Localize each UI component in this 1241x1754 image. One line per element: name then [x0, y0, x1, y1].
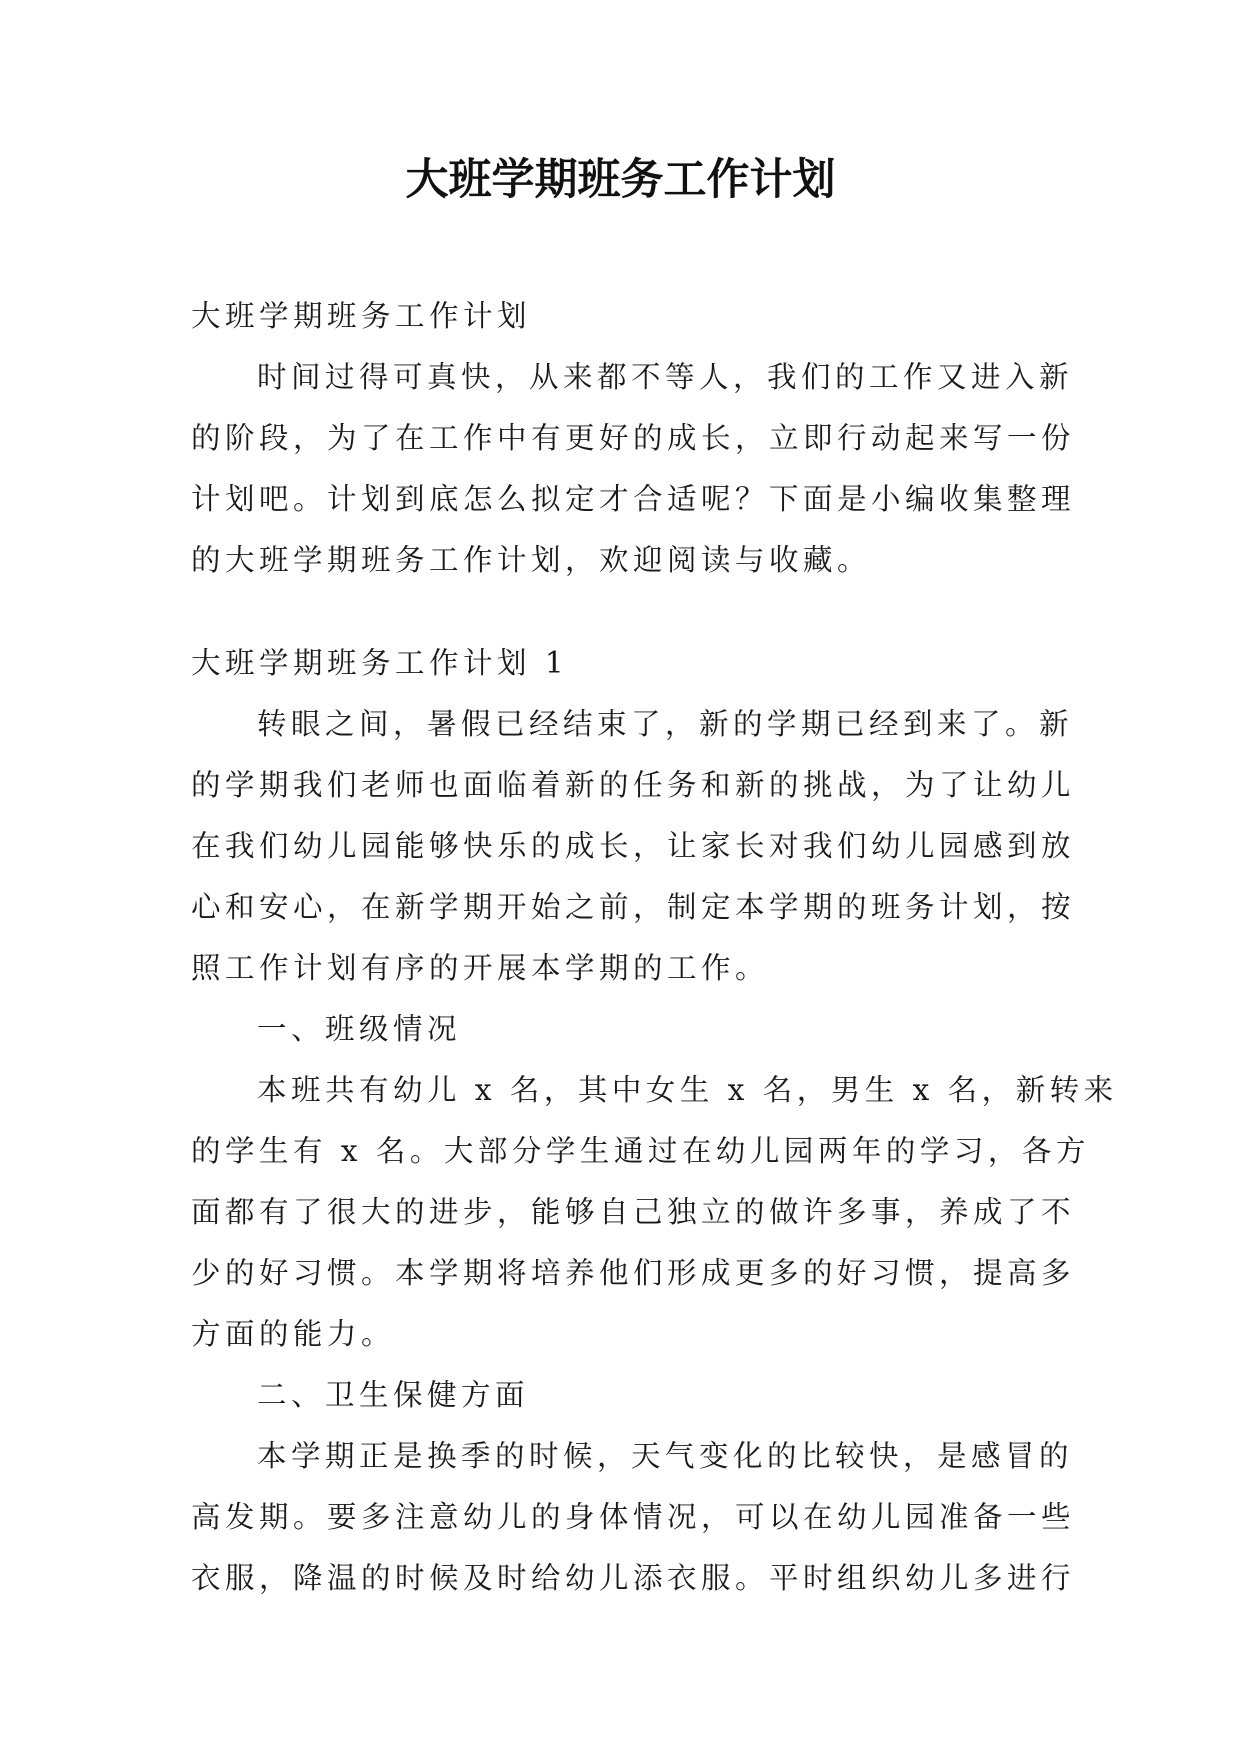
paragraph-line: 在我们幼儿园能够快乐的成长，让家长对我们幼儿园感到放	[191, 829, 1076, 863]
subsection-heading: 一、班级情况	[257, 1012, 462, 1046]
paragraph-line: 心和安心，在新学期开始之前，制定本学期的班务计划，按	[191, 890, 1076, 924]
document-title: 大班学期班务工作计划	[405, 155, 836, 205]
paragraph-line: 衣服，降温的时候及时给幼儿添衣服。平时组织幼儿多进行	[191, 1561, 1076, 1595]
paragraph-line: 照工作计划有序的开展本学期的工作。	[191, 951, 770, 985]
section-heading: 大班学期班务工作计划 1	[191, 646, 569, 680]
paragraph-line: 少的好习惯。本学期将培养他们形成更多的好习惯，提高多	[191, 1256, 1076, 1290]
paragraph-spacer	[191, 591, 1061, 633]
paragraph-line: 高发期。要多注意幼儿的身体情况，可以在幼儿园准备一些	[191, 1500, 1076, 1534]
paragraph-line: 的学期我们老师也面临着新的任务和新的挑战，为了让幼儿	[191, 768, 1076, 802]
document-body	[191, 286, 1118, 1609]
paragraph-line: 本学期正是换季的时候，天气变化的比较快，是感冒的	[257, 1439, 1074, 1473]
paragraph-line: 的大班学期班务工作计划，欢迎阅读与收藏。	[191, 543, 872, 577]
paragraph-line: 的阶段，为了在工作中有更好的成长，立即行动起来写一份	[191, 421, 1076, 455]
paragraph-line: 方面的能力。	[191, 1317, 396, 1351]
paragraph-line: 计划吧。计划到底怎么拟定才合适呢？下面是小编收集整理	[191, 482, 1076, 516]
subsection-heading: 二、卫生保健方面	[257, 1378, 530, 1412]
paragraph-line: 面都有了很大的进步，能够自己独立的做许多事，养成了不	[191, 1195, 1076, 1229]
paragraph-line: 本班共有幼儿 x 名，其中女生 x 名，男生 x 名，新转来	[257, 1073, 1118, 1107]
paragraph-line: 的学生有 x 名。大部分学生通过在幼儿园两年的学习，各方	[191, 1134, 1090, 1168]
paragraph-line: 转眼之间，暑假已经结束了，新的学期已经到来了。新	[257, 707, 1074, 741]
paragraph-line: 时间过得可真快，从来都不等人，我们的工作又进入新	[257, 360, 1074, 394]
intro-heading: 大班学期班务工作计划	[191, 299, 532, 333]
